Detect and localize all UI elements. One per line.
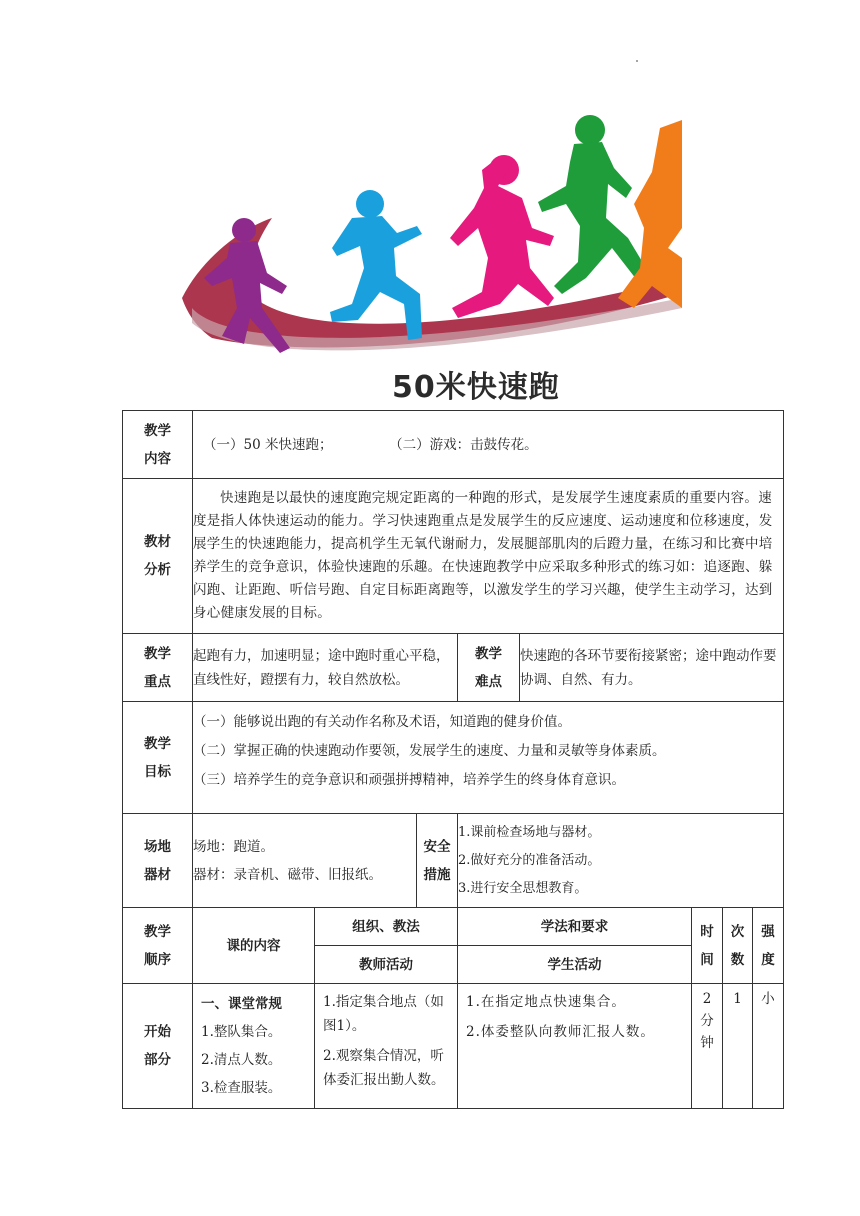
safety-3: 3.进行安全思想教育。	[458, 880, 588, 896]
venue-equipment: 器材：录音机、磁带、旧报纸。	[193, 866, 382, 883]
goal-1: （一）能够说出跑的有关动作名称及术语，知道跑的健身价值。	[193, 714, 571, 730]
start-teacher-1: 1.指定集合地点（如图1）。	[323, 994, 444, 1034]
start-content-3: 3.检查服装。	[201, 1080, 282, 1096]
material-analysis-text: 快速跑是以最快的速度跑完规定距离的一种跑的形式，是发展学生速度素质的重要内容。速度是指人体快速运动的能力。学习快速跑重点是发展学生的反应速度、运动速度和位移速度，发展学生的快速跑能力，提高机学生无氧代谢耐力，发展腿部肌肉的后蹬力量，在练习和比赛中培养学生的竞争意识，体验快速跑的乐趣。在快速跑教学中应采取多种形式的练习如：追逐跑、躲闪跑、让距跑、听信号跑、自定目标距离跑等，以激发学生的学习兴趣，使学生主动学习，达到身心健康发展的目标。	[193, 479, 784, 634]
label-material-analysis: 教材 分析	[123, 479, 193, 634]
row-teaching-goals	[123, 702, 784, 814]
label-key-points: 教学 重点	[123, 634, 193, 702]
orange-runner	[618, 120, 682, 308]
safety-cell	[458, 814, 784, 908]
row-key-points	[123, 634, 784, 702]
pink-runner	[450, 155, 554, 318]
row-material-analysis	[123, 479, 784, 634]
content-item-2: （二）游戏：击鼓传花。	[389, 436, 538, 453]
label-teaching-goals: 教学 目标	[123, 702, 193, 814]
row-start-section	[123, 984, 784, 1109]
start-content-1: 1.整队集合。	[201, 1024, 282, 1040]
header-teacher-activity: 教师活动	[315, 946, 458, 984]
header-student-activity: 学生活动	[458, 946, 692, 984]
label-venue-equipment: 场地 器材	[123, 814, 193, 908]
label-start-section: 开始 部分	[123, 984, 193, 1109]
runners-illustration	[182, 108, 682, 368]
start-student-2: 2.体委整队向教师汇报人数。	[466, 1024, 655, 1040]
header-time: 时 间	[692, 908, 723, 984]
safety-2: 2.做好充分的准备活动。	[458, 852, 601, 868]
start-section-title: 一、课堂常规	[201, 996, 282, 1012]
safety-1: 1.课前检查场地与器材。	[458, 824, 601, 840]
decorative-dot	[636, 60, 638, 62]
goal-2: （二）掌握正确的快速跑动作要领，发展学生的速度、力量和灵敏等身体素质。	[193, 743, 666, 759]
key-points-text: 起跑有力，加速明显；途中跑时重心平稳，直线性好，蹬摆有力，较自然放松。	[193, 634, 458, 702]
label-safety: 安全 措施	[417, 814, 458, 908]
blue-runner	[330, 190, 422, 340]
content-item-1: （一）50 米快速跑；	[203, 436, 333, 453]
goal-3: （三）培养学生的竞争意识和顽强拼搏精神，培养学生的终身体育意识。	[193, 772, 625, 788]
header-count: 次 数	[723, 908, 753, 984]
lesson-plan-table	[122, 410, 784, 1109]
start-time: 2分钟	[692, 984, 723, 1109]
start-intensity: 小	[753, 984, 784, 1109]
start-teacher-2: 2.观察集合情况，听体委汇报出勤人数。	[323, 1048, 445, 1088]
banner-title: 50米快速跑	[392, 370, 560, 405]
teaching-goals-cell	[193, 702, 784, 814]
row-teaching-content	[123, 411, 784, 479]
header-lesson-content: 课的内容	[193, 908, 315, 984]
start-teacher-cell	[315, 984, 458, 1109]
start-content-2: 2.清点人数。	[201, 1052, 282, 1068]
start-student-1: 1.在指定地点快速集合。	[466, 994, 626, 1010]
label-difficulties: 教学 难点	[458, 634, 520, 702]
header-intensity: 强 度	[753, 908, 784, 984]
header-order: 教学 顺序	[123, 908, 193, 984]
difficulties-text: 快速跑的各环节要衔接紧密；途中跑动作要协调、自然、有力。	[520, 634, 784, 702]
venue-field: 场地：跑道。	[193, 838, 274, 855]
start-count: 1	[723, 984, 753, 1109]
label-teaching-content: 教学 内容	[123, 411, 193, 479]
start-content-cell	[193, 984, 315, 1109]
header-org-method: 组织、教法	[315, 908, 458, 946]
start-student-cell	[458, 984, 692, 1109]
venue-equipment-cell	[193, 814, 417, 908]
teaching-content-cell	[193, 411, 784, 479]
row-venue-equipment	[123, 814, 784, 908]
header-study-method: 学法和要求	[458, 908, 692, 946]
header-row-1	[123, 908, 784, 946]
